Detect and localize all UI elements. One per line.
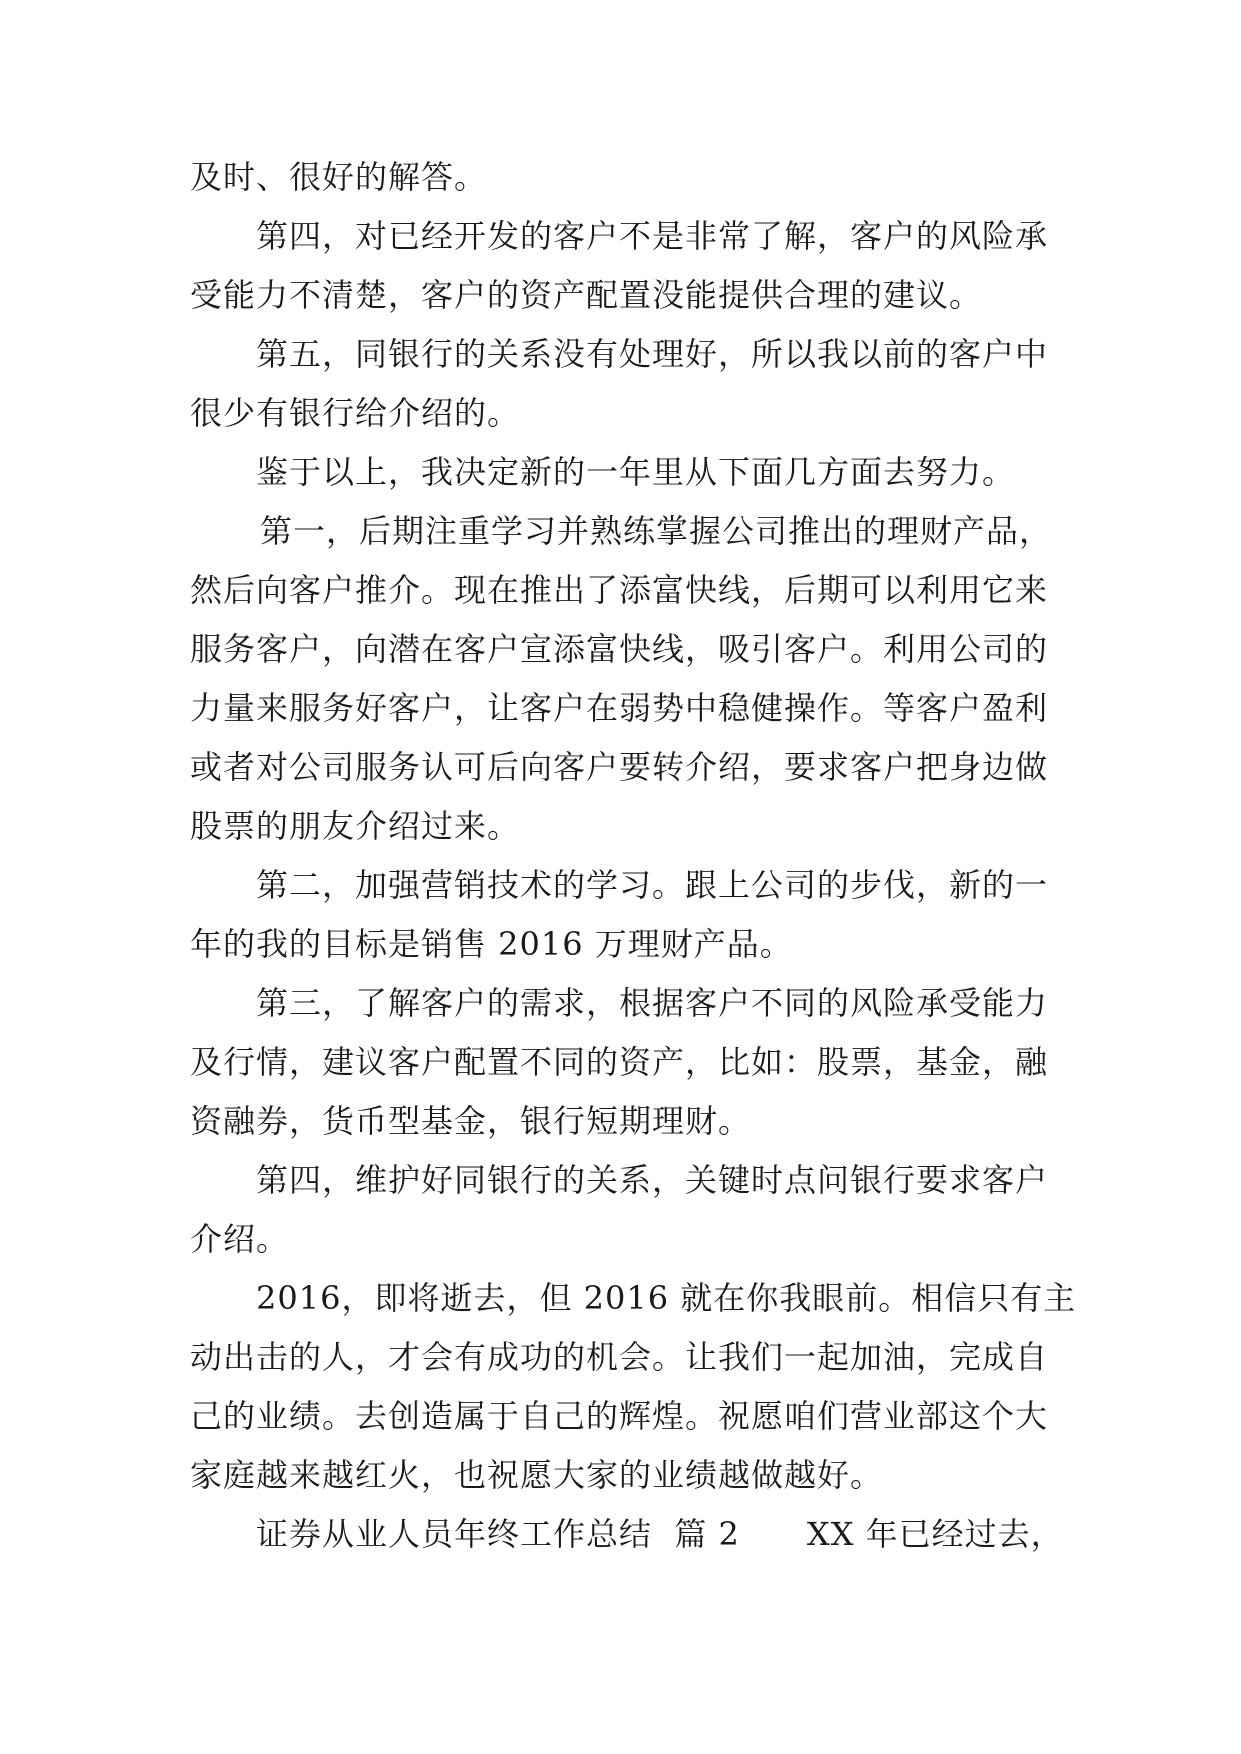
text-line: 股票的朋友介绍过来。	[190, 807, 521, 845]
text-line: 服务客户，向潜在客户宣添富快线，吸引客户。利用公司的	[190, 630, 1049, 668]
text-line: 受能力不清楚，客户的资产配置没能提供合理的建议。	[190, 276, 983, 314]
paragraph-start-line: 第四，维护好同银行的关系，关键时点问银行要求客户	[256, 1161, 1049, 1199]
text-line: 年的我的目标是销售 2016 万理财产品。	[190, 925, 793, 963]
text-line: 及时、很好的解答。	[190, 158, 488, 196]
section-heading-line: 证券从业人员年终工作总结 篇 2 XX 年已经过去，	[256, 1515, 1064, 1553]
text-line: 己的业绩。去创造属于自己的辉煌。祝愿咱们营业部这个大	[190, 1397, 1049, 1435]
paragraph-start-line: 2016，即将逝去，但 2016 就在你我眼前。相信只有主	[256, 1279, 1077, 1317]
text-line: 动出击的人，才会有成功的机会。让我们一起加油，完成自	[190, 1338, 1049, 1376]
paragraph-start-line: 鉴于以上，我决定新的一年里从下面几方面去努力。	[256, 453, 1016, 491]
text-line: 很少有银行给介绍的。	[190, 394, 521, 432]
text-line: 或者对公司服务认可后向客户要转介绍，要求客户把身边做	[190, 748, 1049, 786]
paragraph-start-line: 第二，加强营销技术的学习。跟上公司的步伐，新的一	[256, 866, 1049, 904]
paragraph-start-line: 第三，了解客户的需求，根据客户不同的风险承受能力	[256, 984, 1049, 1022]
document-body	[190, 148, 1077, 1564]
text-line: 家庭越来越红火，也祝愿大家的业绩越做越好。	[190, 1456, 884, 1494]
paragraph-start-line: 第四，对已经开发的客户不是非常了解，客户的风险承	[256, 217, 1049, 255]
paragraph-start-line: 第一，后期注重学习并熟练掌握公司推出的理财产品，	[260, 512, 1053, 550]
text-line: 介绍。	[190, 1220, 290, 1258]
text-line: 及行情，建议客户配置不同的资产，比如：股票，基金，融	[190, 1043, 1049, 1081]
paragraph-start-line: 第五，同银行的关系没有处理好，所以我以前的客户中	[256, 335, 1049, 373]
text-line: 资融券，货币型基金，银行短期理财。	[190, 1102, 752, 1140]
text-line: 力量来服务好客户，让客户在弱势中稳健操作。等客户盈利	[190, 689, 1049, 727]
text-line: 然后向客户推介。现在推出了添富快线，后期可以利用它来	[190, 571, 1049, 609]
